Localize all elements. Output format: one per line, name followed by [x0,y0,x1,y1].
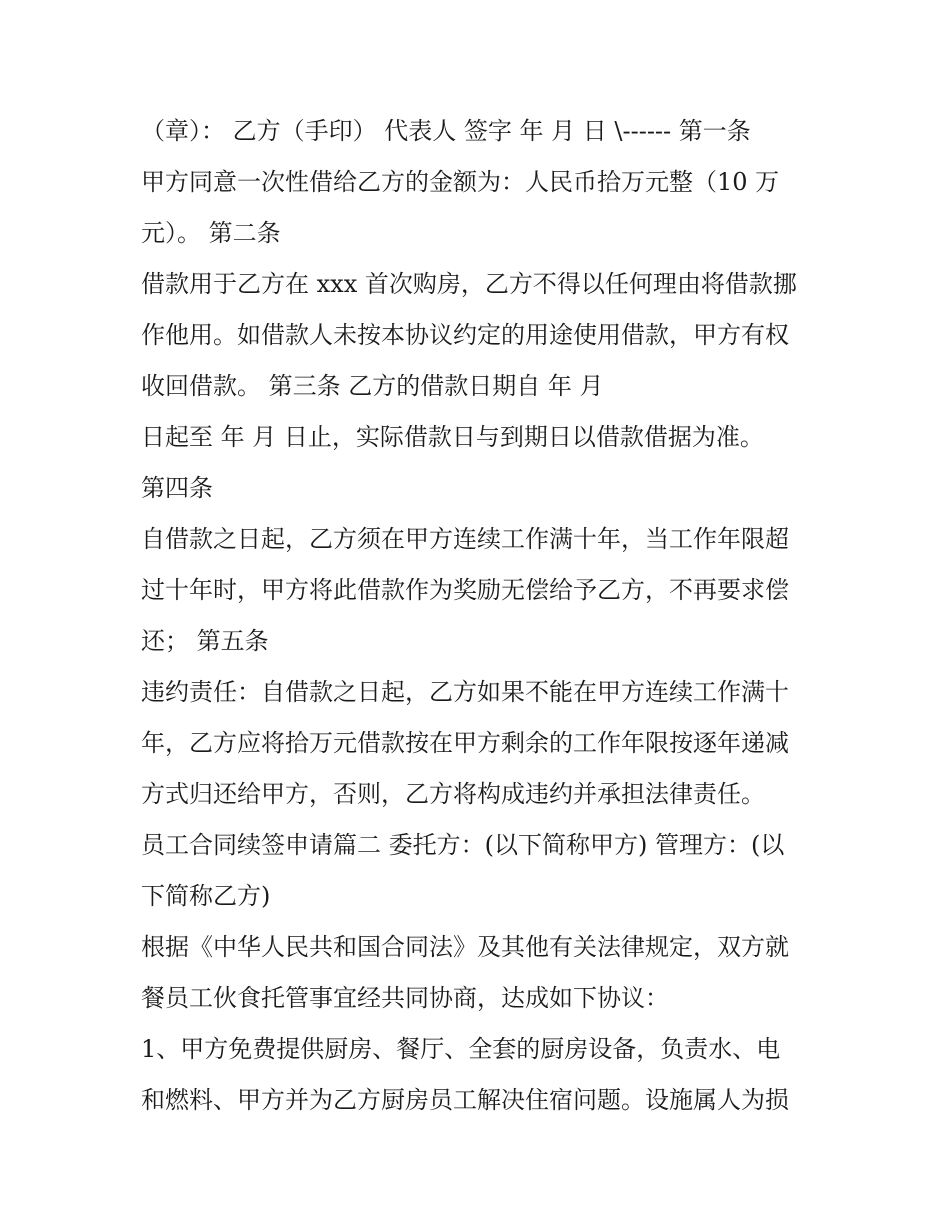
document-body [141,106,821,1126]
text-line: 1、甲方免费提供厨房、餐厅、全套的厨房设备，负责水、电 [141,1035,781,1063]
text-line: 元）。 第二条 [141,219,281,247]
text-line: （章）： 乙方（手印） 代表人 签字 年 月 日 \------ 第一条 [141,117,751,145]
text-line: 餐员工伙食托管事宜经共同协商，达成如下协议： [141,984,669,1012]
text-line: 日起至 年 月 日止，实际借款日与到期日以借款借据为准。 [141,423,764,451]
text-line: 过十年时，甲方将此借款作为奖励无偿给予乙方，不再要求偿 [141,576,789,604]
text-line: 违约责任：自借款之日起，乙方如果不能在甲方连续工作满十 [141,678,789,706]
text-line: 借款用于乙方在 xxx 首次购房，乙方不得以任何理由将借款挪 [141,270,797,298]
text-line: 方式归还给甲方，否则，乙方将构成违约并承担法律责任。 [141,780,765,808]
text-line: 作他用。如借款人未按本协议约定的用途使用借款，甲方有权 [141,321,789,349]
text-line: 下简称乙方) [141,882,271,910]
text-line: 根据《中华人民共和国合同法》及其他有关法律规定，双方就 [141,933,789,961]
text-line: 和燃料、甲方并为乙方厨房员工解决住宿问题。设施属人为损 [141,1086,789,1114]
text-line: 甲方同意一次性借给乙方的金额为：人民币拾万元整（10 万 [141,168,780,196]
text-line: 自借款之日起，乙方须在甲方连续工作满十年，当工作年限超 [141,525,789,553]
text-line: 员工合同续签申请篇二 委托方：(以下简称甲方) 管理方：(以 [141,831,785,859]
text-line: 还； 第五条 [141,627,269,655]
text-line: 收回借款。 第三条 乙方的借款日期自 年 月 [141,372,604,400]
text-line: 第四条 [141,474,213,502]
text-line: 年，乙方应将拾万元借款按在甲方剩余的工作年限按逐年递减 [141,729,789,757]
